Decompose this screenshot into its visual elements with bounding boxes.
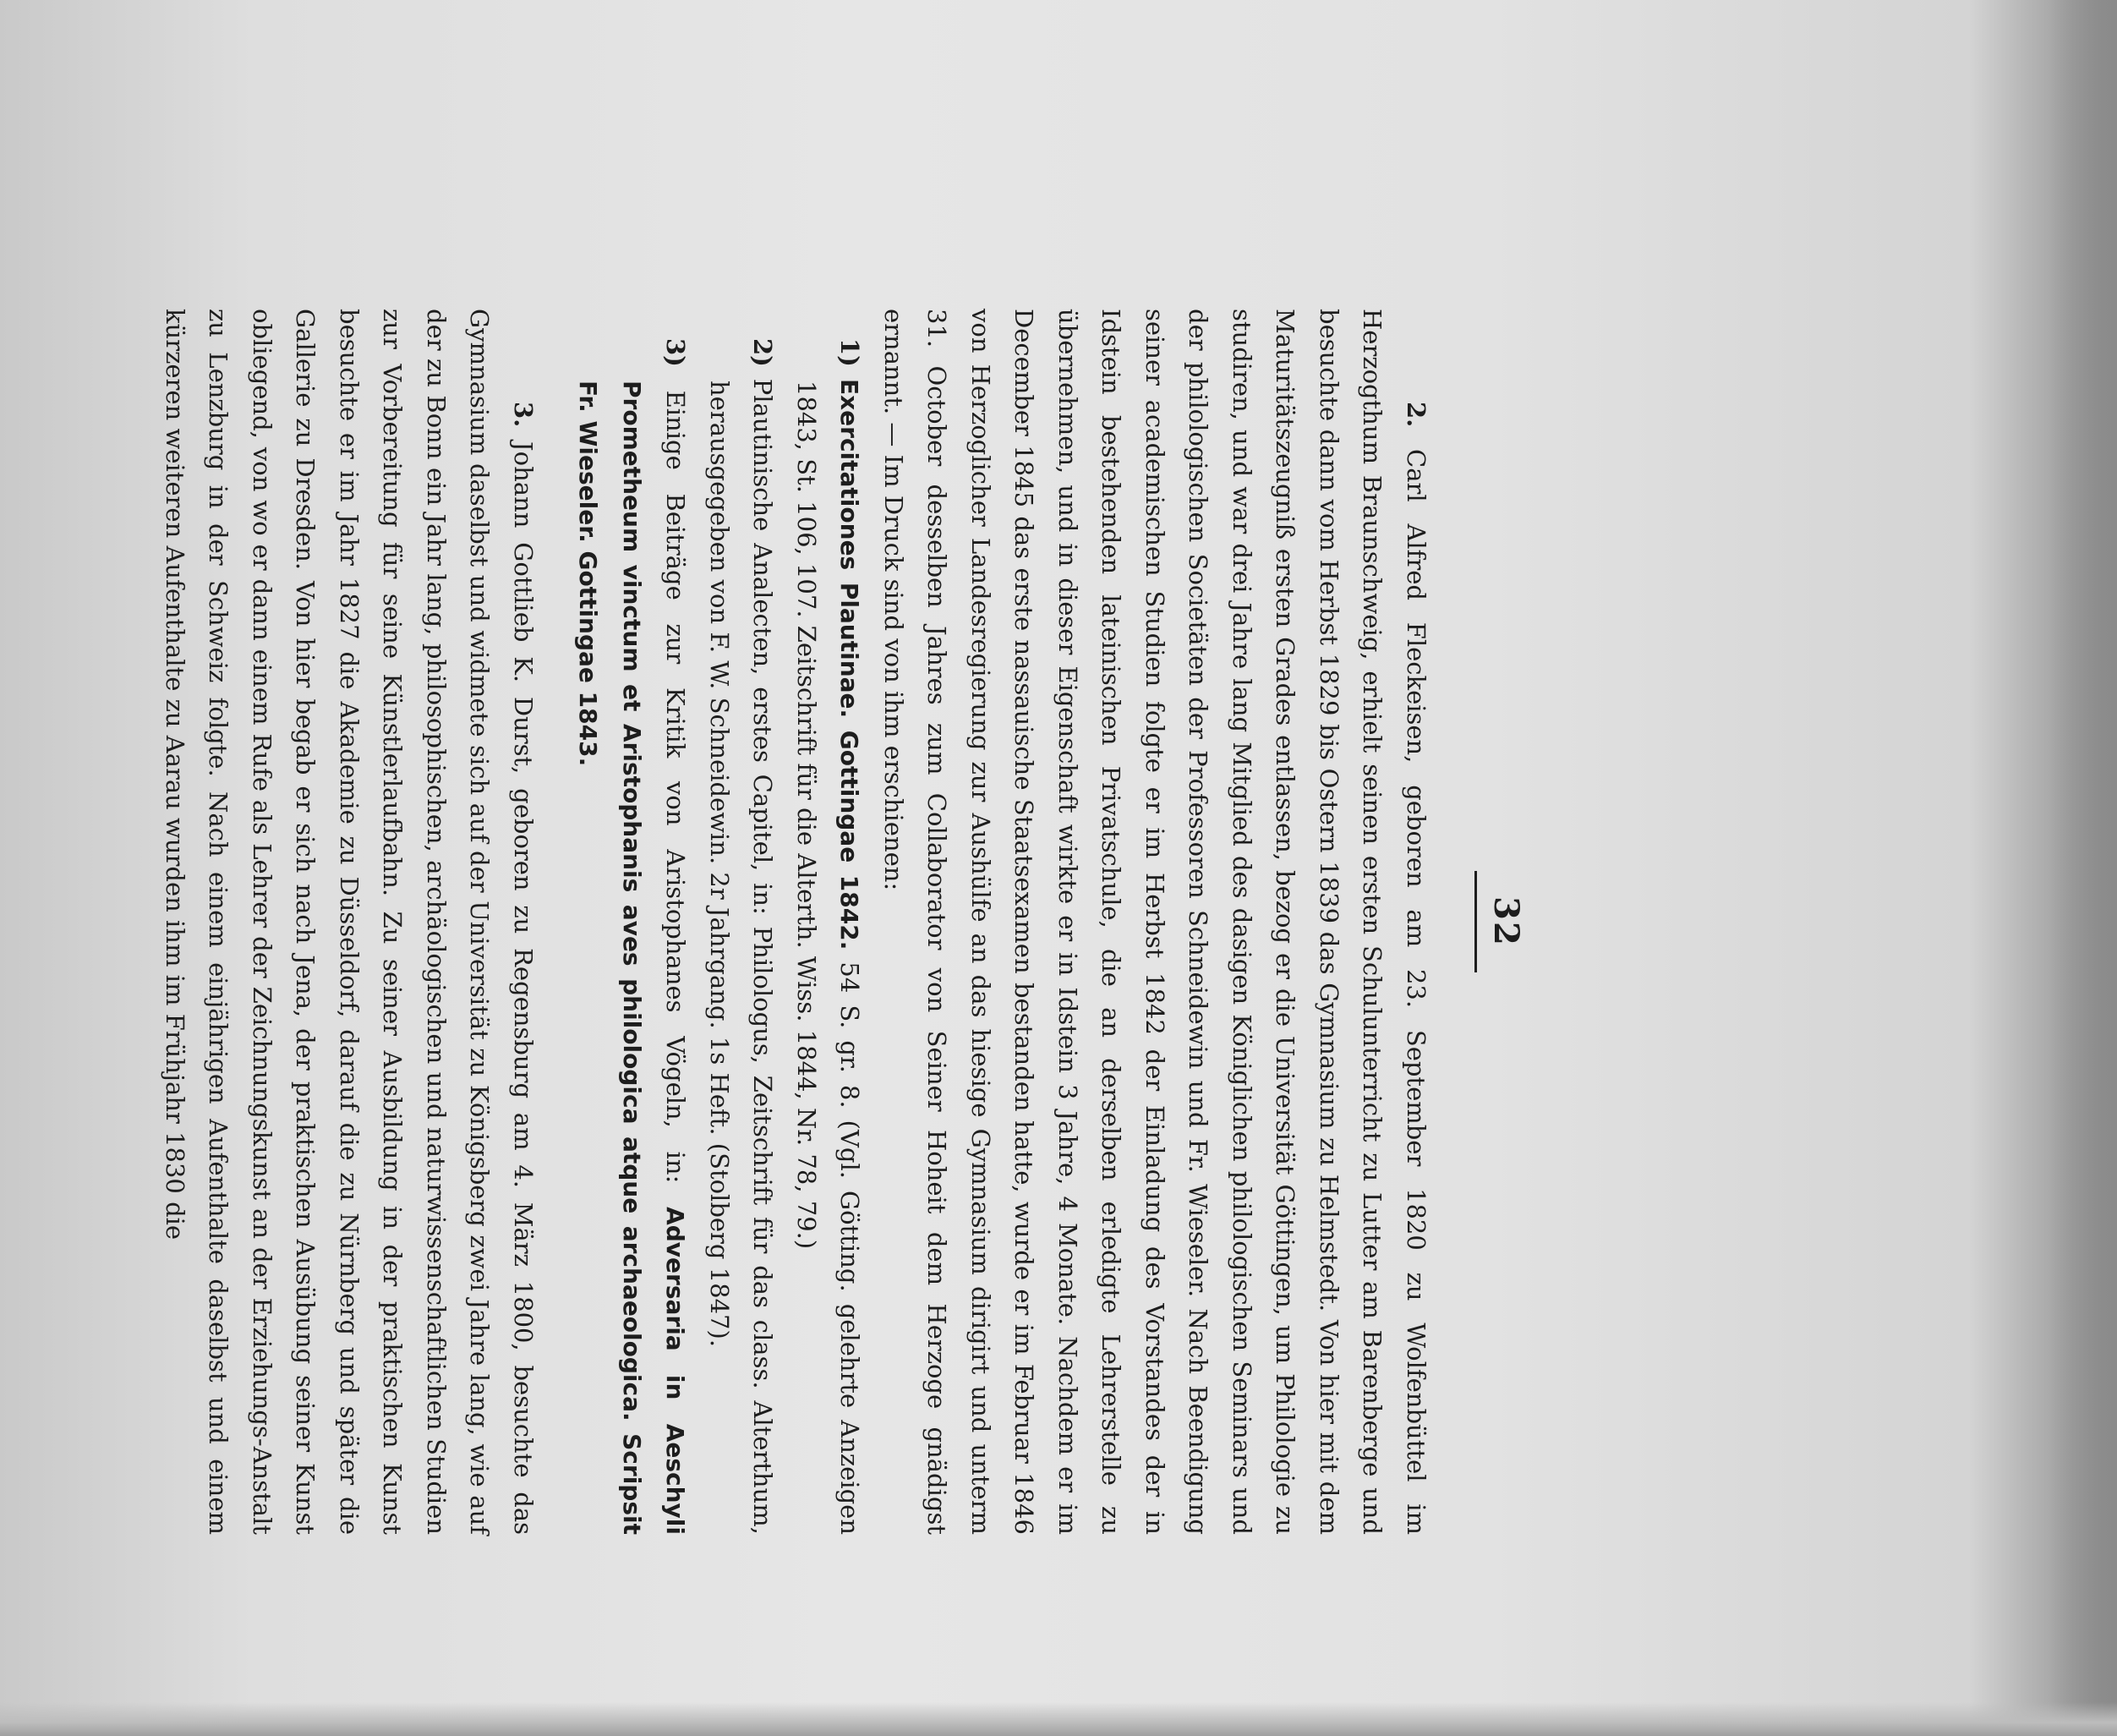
publication-1-text: 54 S. gr. 8. (Vgl. Götting. gelehrte Anzeigen 1843, St. 106, 107. Zeitschrift für die Alterth. Wiss. 1844, Nr. 78, 79.) [792, 381, 865, 1535]
paragraph-gap [544, 309, 566, 1535]
publication-2-number: 2) [748, 338, 778, 367]
page-number: 32 [1486, 896, 1526, 947]
publication-2-text: Plautinische Analecten, erstes Capitel, in: Philologus, Zeitschrift für das class. Alterthum, herausgegeben von F. W. Schneidewin. 2r Jahrgang. 1s Heft. (Stolberg 1847). [705, 378, 778, 1535]
publication-1-number: 1) [835, 338, 865, 367]
entry-2-number: 2. [1402, 402, 1430, 428]
entry-2-text: Carl Alfred Fleckeisen, geboren am 23. September 1820 zu Wolfenbüttel im Herzogthum Braunschweig, erhielt seinen ersten Schulunterricht zu Lutter am Barenberge und besuchte dann vom Herbst 1829 bis Ostern 1839 das Gymnasium zu Helmstedt. Von hier mit dem Maturitätszeugniß ersten Grades entlassen, bezog er die Universität Göttingen, um Philologie zu studiren, und war drei Jahre lang Mitglied des dasigen Königlichen philologischen Seminars und der philologischen Societäten der Professoren Schneidewin und Fr. Wieseler. Nach Beendigung seiner academischen Studien folgte er im Herbst 1842 der Einladung des Vorstandes der in Idstein bestehenden lateinischen Privatschule, die an derselben erledigte Lehrerstelle zu übernehmen, und in dieser Eigenschaft wirkte er in Idstein 3 Jahre, 4 Monate. Nachdem er im December 1845 das erste nassauische Staatsexamen bestanden hatte, wurde er im Februar 1846 von Herzoglicher Landesregierung zur Aushülfe an das hiesige Gymnasium dirigirt und unterm 31. October desselben Jahres zum Collaborator von Seiner Hoheit dem Herzoge gnädigst ernannt. — Im Druck sind von ihm erschienen: [879, 309, 1430, 1535]
entry-3-text: Johann Gottlieb K. Durst, geboren zu Regensburg am 4. März 1800, besuchte das Gymnasium daselbst und widmete sich auf der Universität zu Königsberg zwei Jahre lang, wie auf der zu Bonn ein Jahr lang, philosophischen, archäologischen und naturwissenschaftlichen Studien zur Vorbereitung für seine Künstlerlaufbahn. Zu seiner Ausbildung in der praktischen Kunst besuchte er im Jahr 1827 die Akademie zu Düsseldorf, darauf die zu Nürnberg und später die Gallerie zu Dresden. Von hier begab er sich nach Jena, der praktischen Ausübung seiner Kunst obliegend, von wo er dann einem Rufe als Lehrer der Zeichnungskunst an der Erziehungs-Anstalt zu Lenzburg in der Schweiz folgte. Nach einem einjährigen Aufenthalte daselbst und einem kürzeren weiteren Aufenthalte zu Aarau wurden ihm im Frühjahr 1830 die [161, 309, 538, 1535]
publication-3-number: 3) [661, 338, 691, 367]
header-rule [1474, 871, 1477, 972]
publication-1 [785, 309, 872, 1535]
publication-2 [697, 309, 785, 1535]
entry-3-number: 3. [509, 402, 538, 428]
book-edge-right [2049, 0, 2117, 1736]
entry-2 [872, 309, 1438, 1535]
book-edge-bottom [0, 1702, 2117, 1736]
rotated-page [161, 309, 1526, 1536]
publication-1-title: Exercitationes Plautinae. Gottingae 1842. [835, 378, 864, 950]
publication-3 [566, 309, 697, 1535]
entry-3 [153, 309, 545, 1535]
page-text [153, 309, 1438, 1535]
publication-3-text: Einige Beiträge zur Kritik von Aristophanes Vögeln, in: [661, 390, 691, 1184]
publication-3-title: Adversaria in Aeschyli Prometheum vinctum et Aristophanis aves philologica atque archaeologica. Scripsit Fr. Wieseler. Gottingae 1843. [574, 381, 690, 1536]
